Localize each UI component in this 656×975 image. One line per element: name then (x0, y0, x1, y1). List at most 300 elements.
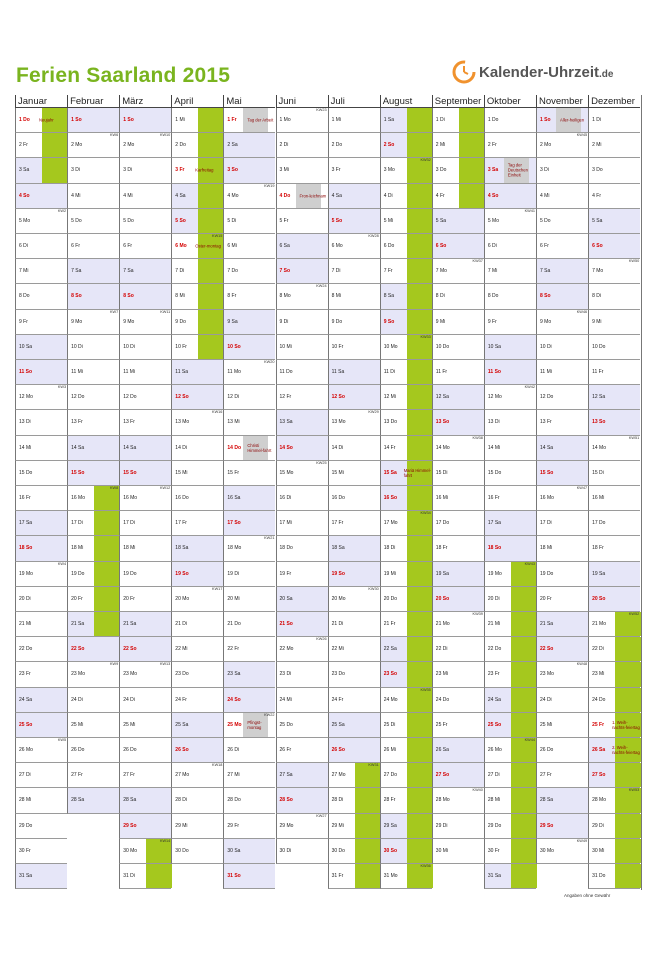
day-cell[interactable] (119, 713, 171, 738)
day-cell[interactable] (119, 410, 171, 435)
day-cell[interactable] (119, 486, 171, 511)
day-cell[interactable] (536, 587, 588, 612)
day-cell[interactable] (276, 259, 328, 284)
day-cell[interactable] (328, 158, 380, 183)
day-cell[interactable] (171, 335, 223, 360)
day-cell[interactable] (15, 587, 67, 612)
day-cell[interactable] (171, 158, 223, 183)
day-cell[interactable] (276, 234, 328, 259)
day-cell[interactable] (223, 738, 275, 763)
day-cell[interactable] (536, 662, 588, 687)
day-cell[interactable] (171, 436, 223, 461)
day-cell[interactable] (276, 763, 328, 788)
day-cell[interactable] (484, 158, 536, 183)
day-cell[interactable] (15, 511, 67, 536)
day-cell[interactable] (119, 259, 171, 284)
day-cell[interactable] (588, 688, 640, 713)
day-cell[interactable] (67, 209, 119, 234)
day-cell[interactable] (484, 562, 536, 587)
day-cell[interactable] (432, 814, 484, 839)
day-cell[interactable] (536, 814, 588, 839)
day-cell[interactable] (484, 536, 536, 561)
day-cell[interactable] (588, 864, 640, 889)
day-cell[interactable] (276, 486, 328, 511)
day-cell[interactable] (67, 612, 119, 637)
day-cell[interactable] (328, 486, 380, 511)
day-cell[interactable] (588, 436, 640, 461)
day-cell[interactable] (484, 511, 536, 536)
day-cell[interactable] (15, 385, 67, 410)
day-cell[interactable] (536, 234, 588, 259)
day-cell[interactable] (432, 108, 484, 133)
day-cell[interactable] (119, 612, 171, 637)
day-cell[interactable] (484, 763, 536, 788)
day-cell[interactable] (276, 385, 328, 410)
day-cell[interactable] (588, 184, 640, 209)
day-cell[interactable] (328, 688, 380, 713)
day-cell[interactable] (588, 310, 640, 335)
day-cell[interactable] (223, 486, 275, 511)
day-cell[interactable] (328, 360, 380, 385)
day-cell[interactable] (119, 814, 171, 839)
day-cell[interactable] (484, 436, 536, 461)
day-cell[interactable] (588, 637, 640, 662)
day-cell[interactable] (328, 587, 380, 612)
day-cell[interactable] (328, 536, 380, 561)
day-cell[interactable] (15, 662, 67, 687)
day-cell[interactable] (432, 763, 484, 788)
day-cell[interactable] (588, 209, 640, 234)
day-cell[interactable] (276, 158, 328, 183)
day-cell[interactable] (276, 360, 328, 385)
day-cell[interactable] (380, 335, 432, 360)
day-cell[interactable] (588, 410, 640, 435)
day-cell[interactable] (67, 511, 119, 536)
day-cell[interactable] (223, 713, 275, 738)
day-cell[interactable] (15, 209, 67, 234)
day-cell[interactable] (223, 662, 275, 687)
day-cell[interactable] (380, 209, 432, 234)
day-cell[interactable] (328, 562, 380, 587)
day-cell[interactable] (171, 713, 223, 738)
day-cell[interactable] (119, 637, 171, 662)
brand-logo[interactable] (451, 55, 641, 89)
day-cell[interactable] (484, 310, 536, 335)
day-cell[interactable] (588, 814, 640, 839)
day-cell[interactable] (432, 385, 484, 410)
day-cell[interactable] (328, 637, 380, 662)
day-cell[interactable] (171, 612, 223, 637)
day-cell[interactable] (432, 612, 484, 637)
day-cell[interactable] (67, 486, 119, 511)
day-cell[interactable] (223, 335, 275, 360)
day-cell[interactable] (588, 763, 640, 788)
day-cell[interactable] (484, 133, 536, 158)
day-cell[interactable] (328, 461, 380, 486)
day-cell[interactable] (223, 133, 275, 158)
day-cell[interactable] (432, 713, 484, 738)
day-cell[interactable] (536, 713, 588, 738)
day-cell[interactable] (536, 108, 588, 133)
day-cell[interactable] (15, 133, 67, 158)
day-cell[interactable] (380, 385, 432, 410)
day-cell[interactable] (380, 536, 432, 561)
day-cell[interactable] (15, 839, 67, 864)
day-cell[interactable] (328, 133, 380, 158)
day-cell[interactable] (223, 108, 275, 133)
day-cell[interactable] (588, 612, 640, 637)
day-cell[interactable] (588, 284, 640, 309)
day-cell[interactable] (588, 562, 640, 587)
day-cell[interactable] (67, 662, 119, 687)
day-cell[interactable] (171, 562, 223, 587)
day-cell[interactable] (380, 259, 432, 284)
day-cell[interactable] (119, 839, 171, 864)
day-cell[interactable] (119, 385, 171, 410)
day-cell[interactable] (119, 158, 171, 183)
day-cell[interactable] (536, 486, 588, 511)
day-cell[interactable] (223, 259, 275, 284)
day-cell[interactable] (67, 536, 119, 561)
day-cell[interactable] (536, 360, 588, 385)
day-cell[interactable] (432, 184, 484, 209)
day-cell[interactable] (119, 688, 171, 713)
day-cell[interactable] (67, 158, 119, 183)
day-cell[interactable] (171, 360, 223, 385)
day-cell[interactable] (380, 436, 432, 461)
day-cell[interactable] (67, 360, 119, 385)
day-cell[interactable] (119, 310, 171, 335)
day-cell[interactable] (15, 259, 67, 284)
day-cell[interactable] (119, 335, 171, 360)
day-cell[interactable] (67, 133, 119, 158)
day-cell[interactable] (171, 133, 223, 158)
day-cell[interactable] (484, 814, 536, 839)
day-cell[interactable] (380, 410, 432, 435)
day-cell[interactable] (380, 284, 432, 309)
day-cell[interactable] (328, 259, 380, 284)
day-cell[interactable] (536, 461, 588, 486)
day-cell[interactable] (588, 511, 640, 536)
day-cell[interactable] (119, 536, 171, 561)
day-cell[interactable] (223, 839, 275, 864)
day-cell[interactable] (380, 184, 432, 209)
day-cell[interactable] (67, 637, 119, 662)
day-cell[interactable] (588, 234, 640, 259)
day-cell[interactable] (484, 385, 536, 410)
day-cell[interactable] (276, 461, 328, 486)
day-cell[interactable] (223, 587, 275, 612)
day-cell[interactable] (484, 662, 536, 687)
day-cell[interactable] (15, 108, 67, 133)
day-cell[interactable] (15, 461, 67, 486)
day-cell[interactable] (15, 738, 67, 763)
day-cell[interactable] (67, 284, 119, 309)
day-cell[interactable] (223, 385, 275, 410)
day-cell[interactable] (276, 839, 328, 864)
day-cell[interactable] (67, 688, 119, 713)
day-cell[interactable] (223, 436, 275, 461)
day-cell[interactable] (588, 385, 640, 410)
day-cell[interactable] (432, 511, 484, 536)
day-cell[interactable] (119, 461, 171, 486)
day-cell[interactable] (171, 284, 223, 309)
day-cell[interactable] (484, 209, 536, 234)
day-cell[interactable] (380, 612, 432, 637)
day-cell[interactable] (223, 612, 275, 637)
day-cell[interactable] (223, 410, 275, 435)
day-cell[interactable] (380, 814, 432, 839)
day-cell[interactable] (67, 788, 119, 813)
day-cell[interactable] (67, 385, 119, 410)
day-cell[interactable] (67, 713, 119, 738)
day-cell[interactable] (276, 511, 328, 536)
day-cell[interactable] (484, 738, 536, 763)
day-cell[interactable] (276, 612, 328, 637)
day-cell[interactable] (588, 788, 640, 813)
day-cell[interactable] (171, 461, 223, 486)
day-cell[interactable] (223, 360, 275, 385)
day-cell[interactable] (223, 788, 275, 813)
day-cell[interactable] (15, 763, 67, 788)
day-cell[interactable] (380, 688, 432, 713)
day-cell[interactable] (119, 788, 171, 813)
day-cell[interactable] (276, 410, 328, 435)
day-cell[interactable] (484, 713, 536, 738)
day-cell[interactable] (588, 536, 640, 561)
day-cell[interactable] (223, 461, 275, 486)
day-cell[interactable] (276, 562, 328, 587)
day-cell[interactable] (171, 410, 223, 435)
day-cell[interactable] (380, 562, 432, 587)
day-cell[interactable] (119, 562, 171, 587)
day-cell[interactable] (15, 637, 67, 662)
day-cell[interactable] (171, 738, 223, 763)
day-cell[interactable] (536, 284, 588, 309)
day-cell[interactable] (119, 738, 171, 763)
day-cell[interactable] (171, 637, 223, 662)
day-cell[interactable] (223, 234, 275, 259)
day-cell[interactable] (171, 385, 223, 410)
day-cell[interactable] (536, 562, 588, 587)
day-cell[interactable] (171, 184, 223, 209)
day-cell[interactable] (171, 662, 223, 687)
day-cell[interactable] (67, 461, 119, 486)
day-cell[interactable] (536, 788, 588, 813)
day-cell[interactable] (15, 436, 67, 461)
day-cell[interactable] (67, 436, 119, 461)
day-cell[interactable] (380, 310, 432, 335)
day-cell[interactable] (276, 133, 328, 158)
day-cell[interactable] (15, 410, 67, 435)
day-cell[interactable] (536, 259, 588, 284)
day-cell[interactable] (15, 788, 67, 813)
day-cell[interactable] (67, 184, 119, 209)
day-cell[interactable] (380, 713, 432, 738)
day-cell[interactable] (328, 612, 380, 637)
day-cell[interactable] (536, 436, 588, 461)
day-cell[interactable] (380, 461, 432, 486)
day-cell[interactable] (328, 738, 380, 763)
day-cell[interactable] (119, 436, 171, 461)
day-cell[interactable] (328, 410, 380, 435)
day-cell[interactable] (588, 587, 640, 612)
day-cell[interactable] (536, 133, 588, 158)
day-cell[interactable] (432, 259, 484, 284)
day-cell[interactable] (328, 436, 380, 461)
day-cell[interactable] (432, 688, 484, 713)
day-cell[interactable] (432, 436, 484, 461)
day-cell[interactable] (171, 209, 223, 234)
day-cell[interactable] (119, 864, 171, 889)
day-cell[interactable] (119, 662, 171, 687)
day-cell[interactable] (484, 461, 536, 486)
day-cell[interactable] (171, 108, 223, 133)
day-cell[interactable] (588, 360, 640, 385)
day-cell[interactable] (432, 310, 484, 335)
day-cell[interactable] (15, 184, 67, 209)
day-cell[interactable] (536, 839, 588, 864)
day-cell[interactable] (536, 310, 588, 335)
day-cell[interactable] (380, 839, 432, 864)
day-cell[interactable] (380, 763, 432, 788)
day-cell[interactable] (223, 864, 275, 889)
day-cell[interactable] (223, 209, 275, 234)
day-cell[interactable] (536, 335, 588, 360)
day-cell[interactable] (536, 763, 588, 788)
day-cell[interactable] (15, 335, 67, 360)
day-cell[interactable] (588, 486, 640, 511)
day-cell[interactable] (171, 763, 223, 788)
day-cell[interactable] (432, 562, 484, 587)
day-cell[interactable] (171, 839, 223, 864)
day-cell[interactable] (15, 158, 67, 183)
day-cell[interactable] (223, 688, 275, 713)
day-cell[interactable] (484, 259, 536, 284)
day-cell[interactable] (380, 360, 432, 385)
day-cell[interactable] (328, 662, 380, 687)
day-cell[interactable] (380, 108, 432, 133)
day-cell[interactable] (15, 284, 67, 309)
day-cell[interactable] (432, 158, 484, 183)
day-cell[interactable] (119, 284, 171, 309)
day-cell[interactable] (328, 234, 380, 259)
day-cell[interactable] (536, 385, 588, 410)
day-cell[interactable] (223, 310, 275, 335)
day-cell[interactable] (380, 738, 432, 763)
day-cell[interactable] (67, 335, 119, 360)
day-cell[interactable] (536, 184, 588, 209)
day-cell[interactable] (223, 637, 275, 662)
day-cell[interactable] (380, 133, 432, 158)
day-cell[interactable] (588, 461, 640, 486)
day-cell[interactable] (276, 713, 328, 738)
day-cell[interactable] (119, 511, 171, 536)
day-cell[interactable] (276, 637, 328, 662)
day-cell[interactable] (276, 688, 328, 713)
day-cell[interactable] (276, 108, 328, 133)
day-cell[interactable] (484, 688, 536, 713)
day-cell[interactable] (432, 788, 484, 813)
day-cell[interactable] (276, 587, 328, 612)
day-cell[interactable] (588, 335, 640, 360)
day-cell[interactable] (223, 158, 275, 183)
day-cell[interactable] (432, 335, 484, 360)
day-cell[interactable] (276, 738, 328, 763)
day-cell[interactable] (484, 637, 536, 662)
day-cell[interactable] (432, 738, 484, 763)
day-cell[interactable] (15, 612, 67, 637)
day-cell[interactable] (15, 864, 67, 889)
day-cell[interactable] (328, 713, 380, 738)
day-cell[interactable] (380, 864, 432, 889)
day-cell[interactable] (536, 612, 588, 637)
day-cell[interactable] (15, 310, 67, 335)
day-cell[interactable] (171, 486, 223, 511)
day-cell[interactable] (171, 511, 223, 536)
day-cell[interactable] (119, 209, 171, 234)
day-cell[interactable] (119, 133, 171, 158)
day-cell[interactable] (15, 814, 67, 839)
day-cell[interactable] (15, 536, 67, 561)
day-cell[interactable] (223, 562, 275, 587)
day-cell[interactable] (588, 108, 640, 133)
day-cell[interactable] (67, 310, 119, 335)
day-cell[interactable] (432, 360, 484, 385)
day-cell[interactable] (276, 814, 328, 839)
day-cell[interactable] (484, 108, 536, 133)
day-cell[interactable] (380, 637, 432, 662)
day-cell[interactable] (484, 360, 536, 385)
day-cell[interactable] (171, 814, 223, 839)
day-cell[interactable] (432, 486, 484, 511)
day-cell[interactable] (536, 637, 588, 662)
day-cell[interactable] (328, 184, 380, 209)
day-cell[interactable] (380, 587, 432, 612)
day-cell[interactable] (588, 713, 640, 738)
day-cell[interactable] (67, 587, 119, 612)
day-cell[interactable] (171, 310, 223, 335)
day-cell[interactable] (328, 209, 380, 234)
day-cell[interactable] (15, 360, 67, 385)
day-cell[interactable] (15, 562, 67, 587)
day-cell[interactable] (119, 108, 171, 133)
day-cell[interactable] (171, 259, 223, 284)
day-cell[interactable] (223, 536, 275, 561)
day-cell[interactable] (484, 864, 536, 889)
day-cell[interactable] (328, 763, 380, 788)
day-cell[interactable] (432, 662, 484, 687)
day-cell[interactable] (328, 335, 380, 360)
day-cell[interactable] (223, 814, 275, 839)
day-cell[interactable] (223, 511, 275, 536)
day-cell[interactable] (484, 184, 536, 209)
day-cell[interactable] (328, 814, 380, 839)
day-cell[interactable] (484, 410, 536, 435)
day-cell[interactable] (67, 259, 119, 284)
day-cell[interactable] (484, 284, 536, 309)
day-cell[interactable] (432, 461, 484, 486)
day-cell[interactable] (276, 662, 328, 687)
day-cell[interactable] (380, 486, 432, 511)
day-cell[interactable] (67, 410, 119, 435)
day-cell[interactable] (119, 360, 171, 385)
day-cell[interactable] (171, 688, 223, 713)
day-cell[interactable] (588, 259, 640, 284)
day-cell[interactable] (328, 108, 380, 133)
day-cell[interactable] (328, 385, 380, 410)
day-cell[interactable] (276, 284, 328, 309)
